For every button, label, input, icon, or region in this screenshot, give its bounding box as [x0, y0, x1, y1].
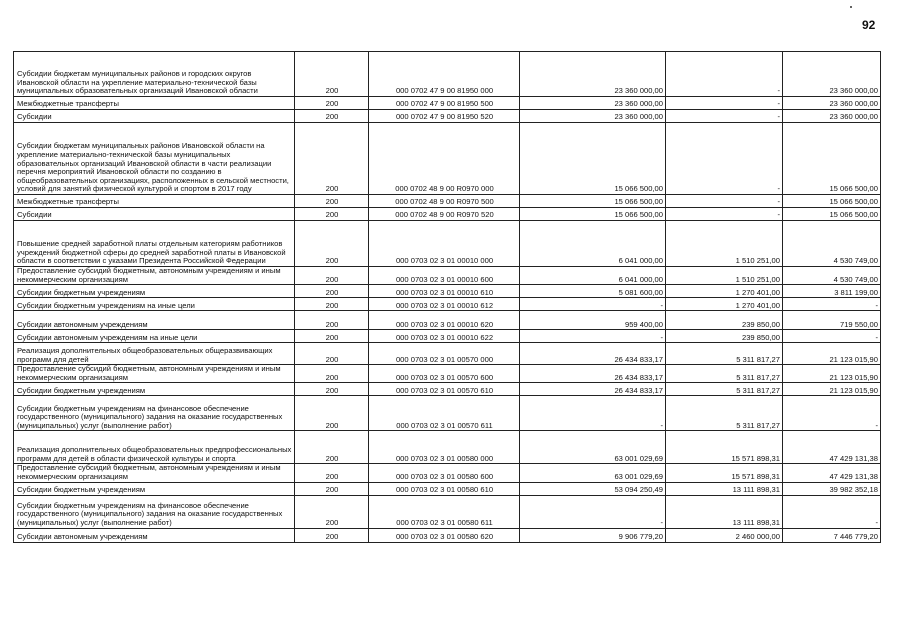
budget-table — [13, 51, 881, 543]
row-federal: 5 311 817,27 — [666, 396, 783, 431]
scan-dot — [850, 6, 852, 8]
row-federal: 1 510 251,00 — [666, 267, 783, 285]
row-name: Субсидии бюджетным учреждениям на иные цели — [14, 298, 295, 311]
table-row — [14, 396, 881, 431]
row-group: 200 — [295, 195, 369, 208]
table-row — [14, 221, 881, 267]
row-code: 000 0703 02 3 01 00010 620 — [369, 311, 520, 330]
row-name: Повышение средней заработной платы отдельным категориям работников учреждений бюджетной сферы до средней заработной платы в Ивановской области в соответствии с указами Президента Российской Федерации — [14, 221, 295, 267]
row-group: 200 — [295, 110, 369, 123]
row-name: Субсидии бюджетным учреждениям на финансовое обеспечение государственного (муниципального) задания на оказание государственных (муниципальных) услуг (выполнение работ) — [14, 495, 295, 528]
row-group: 200 — [295, 343, 369, 365]
row-federal: - — [666, 52, 783, 97]
row-name: Субсидии — [14, 110, 295, 123]
row-group: 200 — [295, 298, 369, 311]
table-row — [14, 267, 881, 285]
row-group: 200 — [295, 495, 369, 528]
row-name: Предоставление субсидий бюджетным, автономным учреждениям и иным некоммерческим организациям — [14, 464, 295, 482]
row-code: 000 0703 02 3 01 00580 620 — [369, 528, 520, 542]
row-name: Субсидии бюджетам муниципальных районов и городских округов Ивановской области на укрепление материально-технической базы муниципальных образовательных организаций Ивановской области — [14, 52, 295, 97]
table-row — [14, 482, 881, 495]
row-total: 15 066 500,00 — [520, 195, 666, 208]
row-name: Реализация дополнительных общеобразовательных предпрофессиональных программ для детей в области физической культуры и спорта — [14, 431, 295, 464]
row-regional: 719 550,00 — [783, 311, 881, 330]
row-code: 000 0703 02 3 01 00010 622 — [369, 330, 520, 343]
row-federal: 239 850,00 — [666, 311, 783, 330]
row-regional: 4 530 749,00 — [783, 267, 881, 285]
table-row — [14, 208, 881, 221]
page-number: 92 — [862, 18, 876, 32]
row-group: 200 — [295, 528, 369, 542]
row-name: Субсидии автономным учреждениям — [14, 528, 295, 542]
table-row — [14, 330, 881, 343]
row-group: 200 — [295, 431, 369, 464]
row-code: 000 0703 02 3 01 00010 000 — [369, 221, 520, 267]
row-total: - — [520, 495, 666, 528]
row-code: 000 0702 47 9 00 81950 520 — [369, 110, 520, 123]
row-total: 9 906 779,20 — [520, 528, 666, 542]
row-regional: 39 982 352,18 — [783, 482, 881, 495]
row-federal: 1 270 401,00 — [666, 298, 783, 311]
row-regional: - — [783, 396, 881, 431]
row-federal: 13 111 898,31 — [666, 495, 783, 528]
table-row — [14, 298, 881, 311]
table-row — [14, 285, 881, 298]
row-name: Субсидии бюджетным учреждениям на финансовое обеспечение государственного (муниципального) задания на оказание государственных (муниципальных) услуг (выполнение работ) — [14, 396, 295, 431]
row-code: 000 0703 02 3 01 00570 610 — [369, 383, 520, 396]
table-row — [14, 431, 881, 464]
row-federal: 5 311 817,27 — [666, 365, 783, 383]
row-code: 000 0703 02 3 01 00580 000 — [369, 431, 520, 464]
row-federal: - — [666, 110, 783, 123]
row-regional: - — [783, 298, 881, 311]
table-row — [14, 343, 881, 365]
row-name: Межбюджетные трансферты — [14, 97, 295, 110]
row-name: Субсидии бюджетным учреждениям — [14, 482, 295, 495]
row-regional: 3 811 199,00 — [783, 285, 881, 298]
row-code: 000 0703 02 3 01 00010 612 — [369, 298, 520, 311]
row-group: 200 — [295, 482, 369, 495]
row-federal: 13 111 898,31 — [666, 482, 783, 495]
row-regional: 47 429 131,38 — [783, 464, 881, 482]
row-federal: 15 571 898,31 — [666, 431, 783, 464]
row-code: 000 0702 48 9 00 R0970 000 — [369, 123, 520, 195]
row-code: 000 0703 02 3 01 00580 610 — [369, 482, 520, 495]
row-regional: 15 066 500,00 — [783, 195, 881, 208]
row-regional: 21 123 015,90 — [783, 365, 881, 383]
table-row — [14, 195, 881, 208]
table-row — [14, 123, 881, 195]
row-regional: 23 360 000,00 — [783, 97, 881, 110]
row-total: - — [520, 396, 666, 431]
row-regional: 4 530 749,00 — [783, 221, 881, 267]
row-name: Субсидии бюджетным учреждениям — [14, 285, 295, 298]
row-federal: 5 311 817,27 — [666, 343, 783, 365]
row-code: 000 0702 47 9 00 81950 000 — [369, 52, 520, 97]
row-name: Реализация дополнительных общеобразовательных общеразвивающих программ для детей — [14, 343, 295, 365]
row-regional: - — [783, 330, 881, 343]
row-total: 15 066 500,00 — [520, 208, 666, 221]
row-federal: 1 510 251,00 — [666, 221, 783, 267]
row-regional: 23 360 000,00 — [783, 110, 881, 123]
row-code: 000 0702 47 9 00 81950 500 — [369, 97, 520, 110]
row-federal: - — [666, 208, 783, 221]
table-row — [14, 311, 881, 330]
row-name: Предоставление субсидий бюджетным, автономным учреждениям и иным некоммерческим организациям — [14, 365, 295, 383]
row-federal: 1 270 401,00 — [666, 285, 783, 298]
row-name: Субсидии — [14, 208, 295, 221]
row-group: 200 — [295, 123, 369, 195]
row-total: 23 360 000,00 — [520, 97, 666, 110]
row-total: - — [520, 298, 666, 311]
row-federal: - — [666, 97, 783, 110]
row-total: 26 434 833,17 — [520, 343, 666, 365]
table-row — [14, 52, 881, 97]
table-row — [14, 383, 881, 396]
row-total: 23 360 000,00 — [520, 52, 666, 97]
row-code: 000 0703 02 3 01 00010 610 — [369, 285, 520, 298]
row-regional: 7 446 779,20 — [783, 528, 881, 542]
row-total: 53 094 250,49 — [520, 482, 666, 495]
row-code: 000 0703 02 3 01 00570 600 — [369, 365, 520, 383]
row-code: 000 0703 02 3 01 00570 611 — [369, 396, 520, 431]
row-group: 200 — [295, 396, 369, 431]
row-code: 000 0703 02 3 01 00580 611 — [369, 495, 520, 528]
row-total: 5 081 600,00 — [520, 285, 666, 298]
row-federal: - — [666, 123, 783, 195]
row-federal: 5 311 817,27 — [666, 383, 783, 396]
table-row — [14, 97, 881, 110]
row-group: 200 — [295, 52, 369, 97]
row-total: 15 066 500,00 — [520, 123, 666, 195]
row-regional: 15 066 500,00 — [783, 123, 881, 195]
row-total: - — [520, 330, 666, 343]
row-group: 200 — [295, 311, 369, 330]
row-regional: 23 360 000,00 — [783, 52, 881, 97]
row-group: 200 — [295, 330, 369, 343]
row-federal: 2 460 000,00 — [666, 528, 783, 542]
row-group: 200 — [295, 97, 369, 110]
row-code: 000 0703 02 3 01 00010 600 — [369, 267, 520, 285]
row-group: 200 — [295, 267, 369, 285]
row-total: 63 001 029,69 — [520, 431, 666, 464]
row-total: 26 434 833,17 — [520, 365, 666, 383]
row-code: 000 0702 48 9 00 R0970 500 — [369, 195, 520, 208]
row-name: Субсидии автономным учреждениям — [14, 311, 295, 330]
row-regional: 15 066 500,00 — [783, 208, 881, 221]
row-name: Субсидии бюджетам муниципальных районов Ивановской области на укрепление материально-технической базы муниципальных образовательных организаций Ивановской области в части реализации перечня мероприятий Ивановской области по созданию в общеобразовательных организациях, расположенных в сельской местности, условий для занятий физической культурой и спортом в 2017 году — [14, 123, 295, 195]
row-group: 200 — [295, 464, 369, 482]
row-total: 63 001 029,69 — [520, 464, 666, 482]
row-name: Предоставление субсидий бюджетным, автономным учреждениям и иным некоммерческим организациям — [14, 267, 295, 285]
row-total: 23 360 000,00 — [520, 110, 666, 123]
row-name: Межбюджетные трансферты — [14, 195, 295, 208]
table-row — [14, 528, 881, 542]
row-code: 000 0702 48 9 00 R0970 520 — [369, 208, 520, 221]
row-regional: 47 429 131,38 — [783, 431, 881, 464]
row-group: 200 — [295, 285, 369, 298]
row-name: Субсидии автономным учреждениям на иные цели — [14, 330, 295, 343]
row-code: 000 0703 02 3 01 00570 000 — [369, 343, 520, 365]
row-group: 200 — [295, 365, 369, 383]
row-regional: - — [783, 495, 881, 528]
row-group: 200 — [295, 221, 369, 267]
row-name: Субсидии бюджетным учреждениям — [14, 383, 295, 396]
row-group: 200 — [295, 208, 369, 221]
row-federal: - — [666, 195, 783, 208]
row-regional: 21 123 015,90 — [783, 383, 881, 396]
row-code: 000 0703 02 3 01 00580 600 — [369, 464, 520, 482]
table-row — [14, 495, 881, 528]
row-total: 959 400,00 — [520, 311, 666, 330]
row-federal: 15 571 898,31 — [666, 464, 783, 482]
row-total: 6 041 000,00 — [520, 267, 666, 285]
row-group: 200 — [295, 383, 369, 396]
row-total: 26 434 833,17 — [520, 383, 666, 396]
row-total: 6 041 000,00 — [520, 221, 666, 267]
table-row — [14, 464, 881, 482]
budget-table-body — [14, 52, 881, 543]
table-row — [14, 365, 881, 383]
row-regional: 21 123 015,90 — [783, 343, 881, 365]
row-federal: 239 850,00 — [666, 330, 783, 343]
table-row — [14, 110, 881, 123]
